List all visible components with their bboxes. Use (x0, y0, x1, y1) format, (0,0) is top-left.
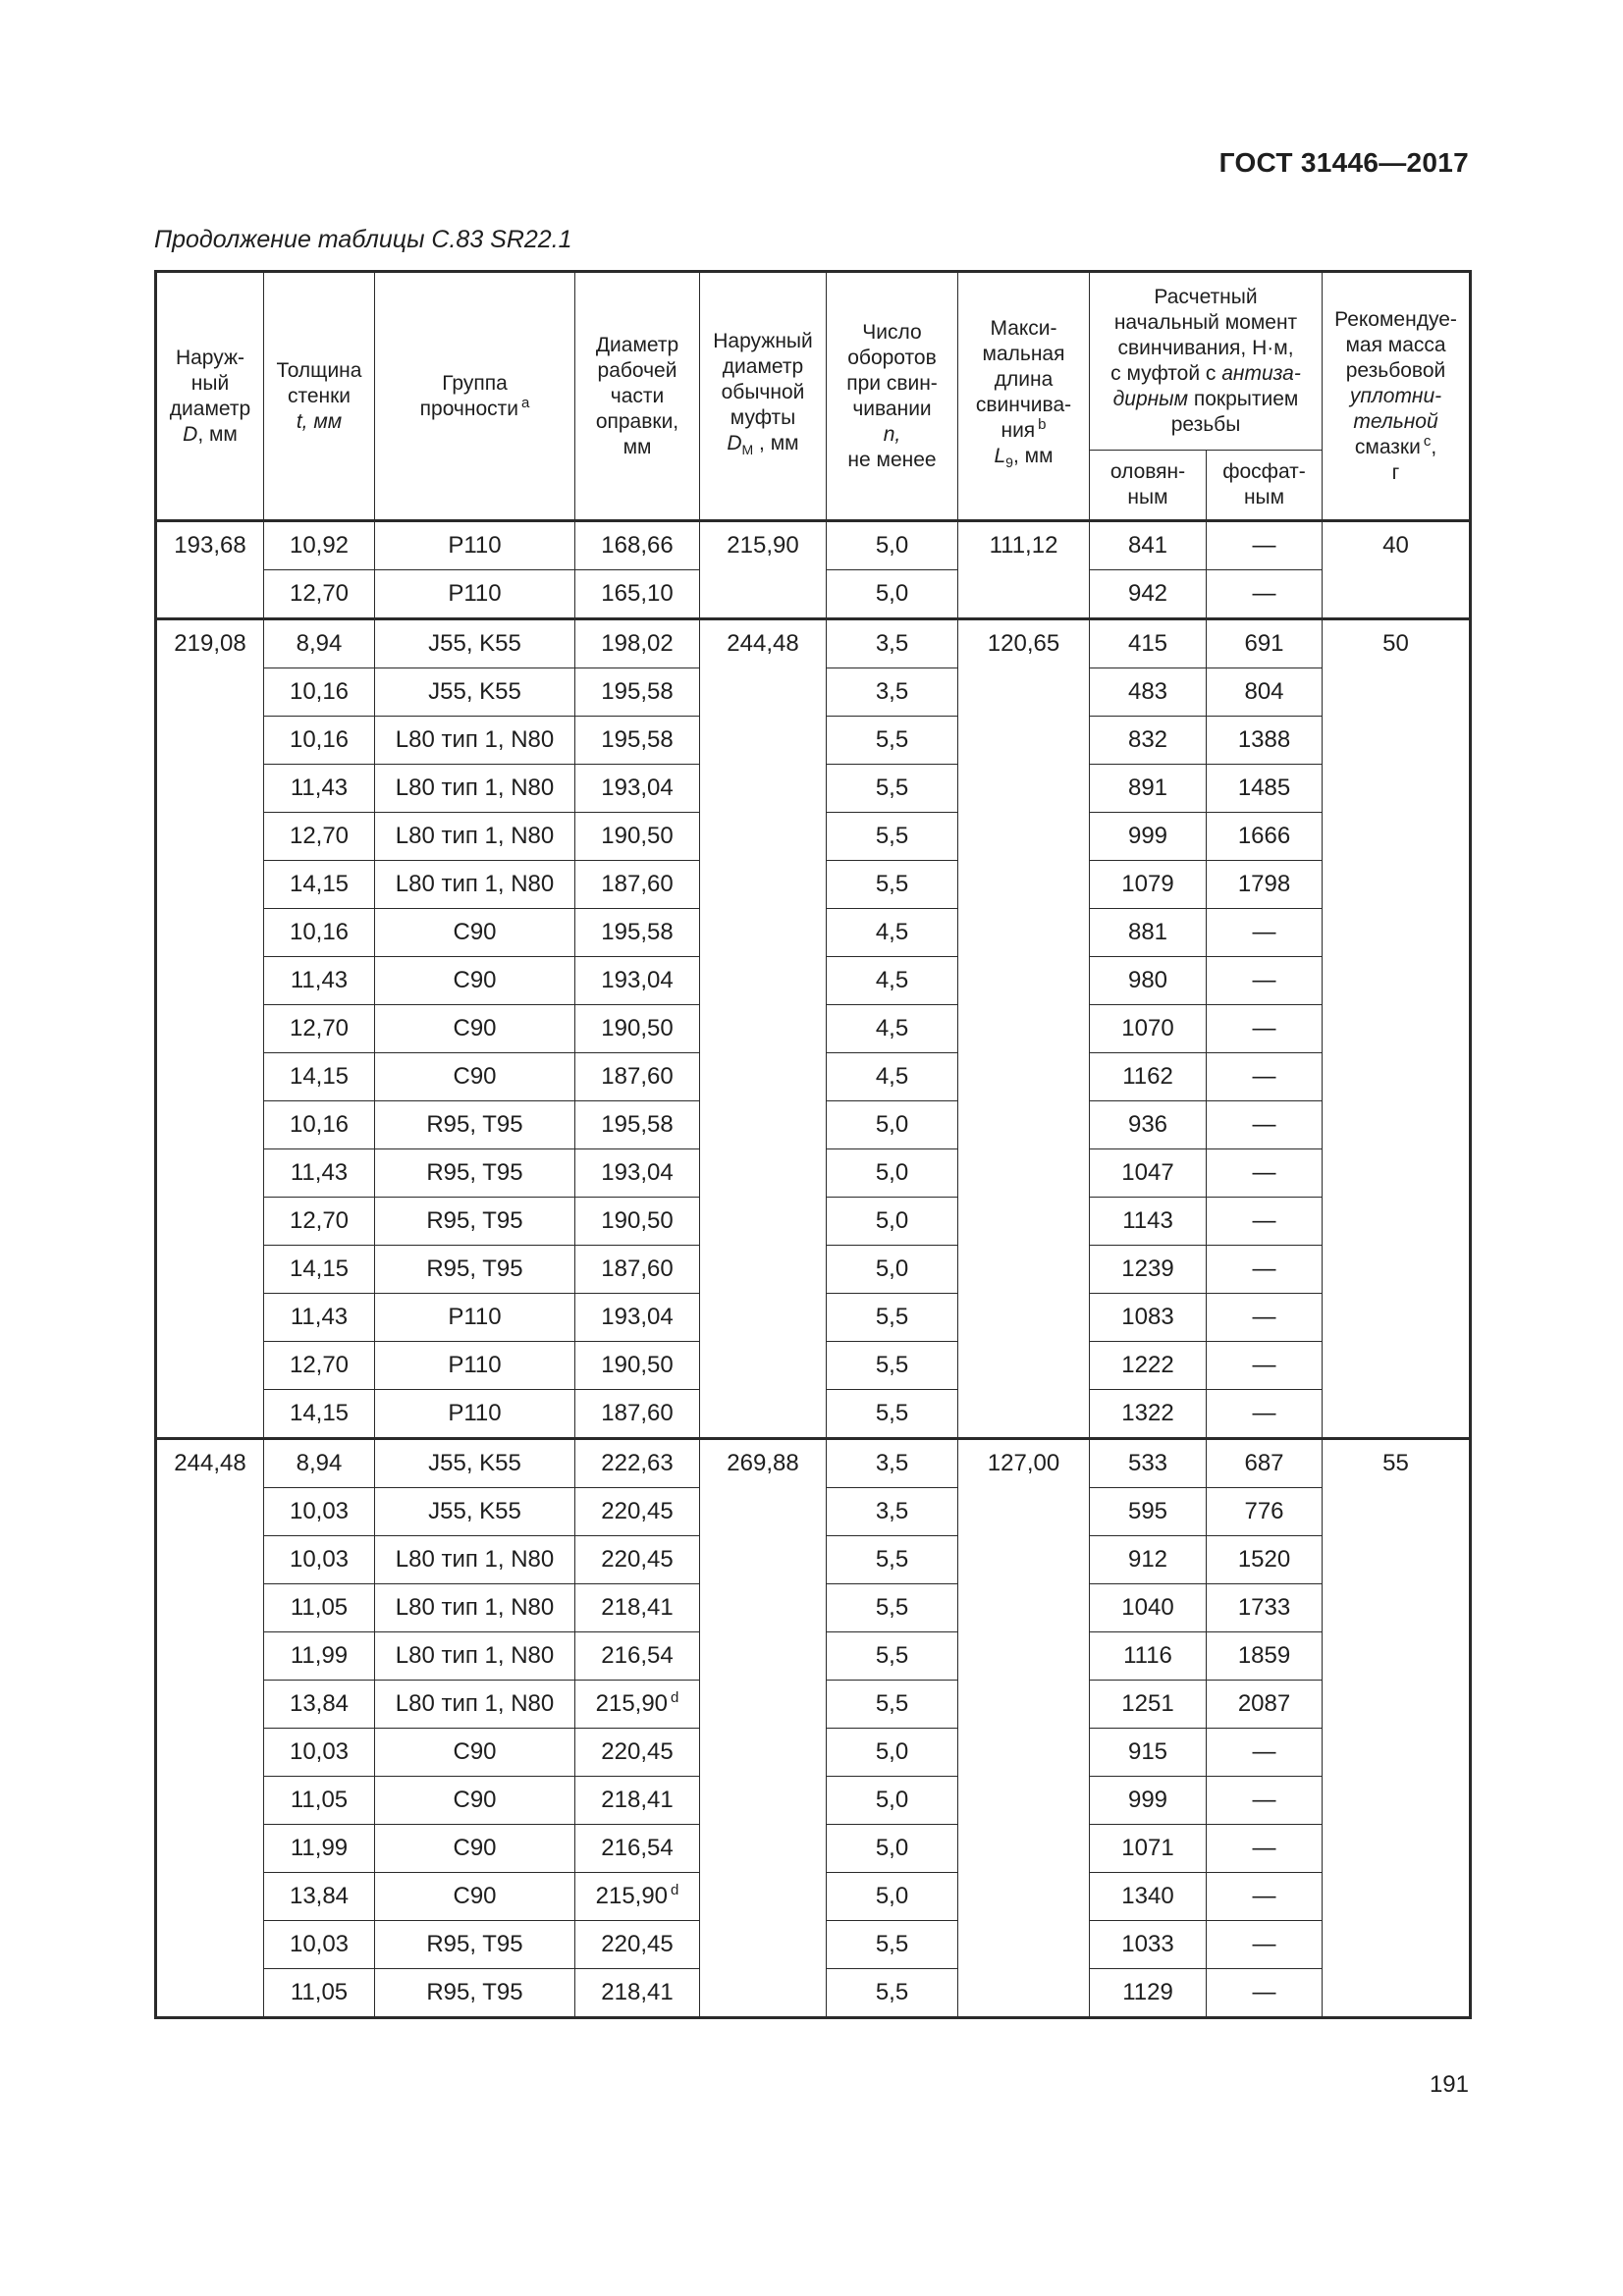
cell-torque-tin: 1047 (1090, 1149, 1207, 1198)
cell-strength-grade: C90 (375, 1777, 575, 1825)
mandrel-diameter-value: 195,58 (601, 1111, 674, 1138)
cell-torque-tin: 1129 (1090, 1969, 1207, 2018)
cell-torque-phosphate: — (1207, 1342, 1323, 1390)
cell-turns: 5,0 (827, 1873, 958, 1921)
mandrel-diameter-value: 187,60 (601, 1255, 674, 1282)
cell-turns: 3,5 (827, 668, 958, 717)
cell-coupling-diameter: 269,88 (700, 1439, 827, 2018)
cell-mandrel-diameter (575, 1681, 700, 1729)
header-max-length: Макси- мальная длина свинчива- ния $^b$ $L_9$, мм (958, 272, 1090, 521)
cell-wall-thickness: 14,15 (264, 1390, 375, 1439)
cell-torque-tin: 841 (1090, 521, 1207, 570)
cell-mandrel-diameter (575, 1439, 700, 1488)
table-header (156, 272, 1471, 521)
cell-wall-thickness: 12,70 (264, 1342, 375, 1390)
mandrel-diameter-value: 216,54 (601, 1835, 674, 1861)
cell-strength-grade: L80 тип 1, N80 (375, 765, 575, 813)
cell-wall-thickness: 11,43 (264, 765, 375, 813)
cell-torque-tin: 999 (1090, 1777, 1207, 1825)
mandrel-diameter-value: 195,58 (601, 726, 674, 753)
cell-torque-phosphate: — (1207, 1101, 1323, 1149)
cell-strength-grade: L80 тип 1, N80 (375, 1681, 575, 1729)
cell-torque-tin: 936 (1090, 1101, 1207, 1149)
table-caption: Продолжение таблицы С.83 SR22.1 (154, 226, 572, 253)
cell-torque-phosphate: 1798 (1207, 861, 1323, 909)
cell-torque-tin: 999 (1090, 813, 1207, 861)
cell-torque-phosphate: 804 (1207, 668, 1323, 717)
cell-wall-thickness: 12,70 (264, 813, 375, 861)
cell-mandrel-diameter (575, 668, 700, 717)
cell-torque-phosphate: 1388 (1207, 717, 1323, 765)
cell-wall-thickness: 11,05 (264, 1584, 375, 1632)
cell-wall-thickness: 11,99 (264, 1825, 375, 1873)
mandrel-diameter-value: 216,54 (601, 1642, 674, 1669)
cell-turns: 5,5 (827, 1536, 958, 1584)
cell-turns: 5,5 (827, 1390, 958, 1439)
cell-turns: 5,5 (827, 765, 958, 813)
cell-wall-thickness: 14,15 (264, 1246, 375, 1294)
cell-mandrel-diameter (575, 765, 700, 813)
cell-max-length: 111,12 (958, 521, 1090, 619)
table-group (156, 619, 1471, 1439)
cell-torque-tin: 415 (1090, 619, 1207, 668)
cell-wall-thickness: 13,84 (264, 1873, 375, 1921)
cell-torque-phosphate: — (1207, 1921, 1323, 1969)
cell-torque-tin: 1079 (1090, 861, 1207, 909)
cell-mandrel-diameter (575, 619, 700, 668)
cell-torque-phosphate: 1520 (1207, 1536, 1323, 1584)
cell-strength-grade: R95, T95 (375, 1969, 575, 2018)
cell-outer-diameter: 193,68 (156, 521, 264, 619)
mandrel-diameter-value: 193,04 (601, 967, 674, 993)
cell-turns: 5,5 (827, 1584, 958, 1632)
cell-turns: 5,5 (827, 861, 958, 909)
header-wall-thickness: Толщина стенки t, мм (264, 272, 375, 521)
cell-mandrel-diameter (575, 1825, 700, 1873)
cell-turns: 3,5 (827, 1439, 958, 1488)
cell-wall-thickness: 10,03 (264, 1488, 375, 1536)
cell-turns: 4,5 (827, 1053, 958, 1101)
cell-torque-phosphate: — (1207, 1873, 1323, 1921)
cell-torque-tin: 595 (1090, 1488, 1207, 1536)
cell-torque-phosphate: — (1207, 957, 1323, 1005)
header-torque-tin: оловян- ным (1090, 451, 1207, 521)
mandrel-diameter-value: 215,90 (595, 1690, 669, 1717)
cell-turns: 5,5 (827, 813, 958, 861)
cell-strength-grade: C90 (375, 1873, 575, 1921)
cell-torque-tin: 1071 (1090, 1825, 1207, 1873)
cell-torque-tin: 891 (1090, 765, 1207, 813)
header-outer-diameter: Наруж- ный диаметр D, мм (156, 272, 264, 521)
cell-turns: 5,0 (827, 1777, 958, 1825)
cell-torque-phosphate: — (1207, 1149, 1323, 1198)
cell-torque-phosphate: — (1207, 1390, 1323, 1439)
cell-mandrel-diameter (575, 1390, 700, 1439)
cell-outer-diameter: 244,48 (156, 1439, 264, 2018)
cell-grease-mass: 50 (1323, 619, 1471, 1439)
mandrel-diameter-value: 218,41 (601, 1594, 674, 1621)
mandrel-diameter-value: 190,50 (601, 823, 674, 849)
table-group (156, 521, 1471, 619)
cell-torque-phosphate: 1733 (1207, 1584, 1323, 1632)
cell-torque-tin: 533 (1090, 1439, 1207, 1488)
cell-wall-thickness: 10,16 (264, 1101, 375, 1149)
cell-torque-tin: 912 (1090, 1536, 1207, 1584)
cell-mandrel-diameter (575, 1294, 700, 1342)
cell-turns: 5,0 (827, 1149, 958, 1198)
cell-coupling-diameter: 244,48 (700, 619, 827, 1439)
cell-torque-tin: 1083 (1090, 1294, 1207, 1342)
cell-wall-thickness: 10,03 (264, 1921, 375, 1969)
cell-strength-grade: L80 тип 1, N80 (375, 1632, 575, 1681)
cell-mandrel-diameter (575, 1198, 700, 1246)
mandrel-diameter-value: 220,45 (601, 1498, 674, 1524)
cell-wall-thickness: 10,92 (264, 521, 375, 570)
cell-turns: 5,0 (827, 1729, 958, 1777)
cell-mandrel-diameter (575, 1488, 700, 1536)
cell-torque-phosphate: — (1207, 1198, 1323, 1246)
cell-turns: 5,5 (827, 717, 958, 765)
cell-mandrel-diameter (575, 570, 700, 619)
mandrel-diameter-value: 195,58 (601, 919, 674, 945)
cell-grease-mass: 55 (1323, 1439, 1471, 2018)
cell-wall-thickness: 11,05 (264, 1969, 375, 2018)
footnote-mark: d (671, 1882, 679, 1898)
header-grease-mass: Рекомендуе- мая масса резьбовой уплотни- тельной смазки $^c$, г (1323, 272, 1471, 521)
mandrel-diameter-value: 195,58 (601, 678, 674, 705)
cell-torque-phosphate: — (1207, 1969, 1323, 2018)
header-torque-phosphate: фосфат- ным (1207, 451, 1323, 521)
cell-torque-tin: 1162 (1090, 1053, 1207, 1101)
cell-max-length: 120,65 (958, 619, 1090, 1439)
cell-torque-phosphate: — (1207, 1825, 1323, 1873)
cell-turns: 5,0 (827, 1198, 958, 1246)
header-coupling-diameter: Наружный диаметр обычной муфты $D_М$ , мм (700, 272, 827, 521)
cell-turns: 5,5 (827, 1632, 958, 1681)
cell-torque-tin: 832 (1090, 717, 1207, 765)
cell-torque-phosphate: 1666 (1207, 813, 1323, 861)
cell-torque-phosphate: — (1207, 570, 1323, 619)
table-row (156, 521, 1471, 570)
cell-torque-tin: 1070 (1090, 1005, 1207, 1053)
cell-strength-grade: J55, K55 (375, 619, 575, 668)
cell-turns: 5,5 (827, 1294, 958, 1342)
mandrel-diameter-value: 215,90 (595, 1883, 669, 1909)
mandrel-diameter-value: 218,41 (601, 1787, 674, 1813)
mandrel-diameter-value: 190,50 (601, 1207, 674, 1234)
cell-strength-grade: C90 (375, 1053, 575, 1101)
cell-strength-grade: L80 тип 1, N80 (375, 813, 575, 861)
cell-torque-tin: 1322 (1090, 1390, 1207, 1439)
cell-turns: 5,0 (827, 521, 958, 570)
cell-torque-phosphate: 2087 (1207, 1681, 1323, 1729)
cell-wall-thickness: 13,84 (264, 1681, 375, 1729)
cell-mandrel-diameter (575, 1969, 700, 2018)
cell-turns: 5,5 (827, 1921, 958, 1969)
cell-grease-mass: 40 (1323, 521, 1471, 619)
cell-mandrel-diameter (575, 1101, 700, 1149)
cell-turns: 5,0 (827, 1246, 958, 1294)
cell-mandrel-diameter (575, 1729, 700, 1777)
cell-torque-tin: 483 (1090, 668, 1207, 717)
mandrel-diameter-value: 168,66 (601, 532, 674, 559)
mandrel-diameter-value: 190,50 (601, 1015, 674, 1041)
mandrel-diameter-value: 193,04 (601, 1304, 674, 1330)
cell-mandrel-diameter (575, 1536, 700, 1584)
cell-mandrel-diameter (575, 909, 700, 957)
cell-torque-tin: 881 (1090, 909, 1207, 957)
cell-turns: 5,0 (827, 570, 958, 619)
cell-strength-grade: P110 (375, 1342, 575, 1390)
cell-torque-tin: 1340 (1090, 1873, 1207, 1921)
cell-torque-tin: 1222 (1090, 1342, 1207, 1390)
cell-strength-grade: R95, T95 (375, 1246, 575, 1294)
mandrel-diameter-value: 218,41 (601, 1979, 674, 2005)
cell-outer-diameter: 219,08 (156, 619, 264, 1439)
cell-strength-grade: C90 (375, 1825, 575, 1873)
cell-strength-grade: L80 тип 1, N80 (375, 1584, 575, 1632)
cell-coupling-diameter: 215,90 (700, 521, 827, 619)
cell-strength-grade: P110 (375, 521, 575, 570)
mandrel-diameter-value: 220,45 (601, 1738, 674, 1765)
cell-wall-thickness: 11,43 (264, 1294, 375, 1342)
cell-strength-grade: R95, T95 (375, 1149, 575, 1198)
mandrel-diameter-value: 222,63 (601, 1450, 674, 1476)
cell-wall-thickness: 10,03 (264, 1536, 375, 1584)
cell-mandrel-diameter (575, 1777, 700, 1825)
cell-strength-grade: R95, T95 (375, 1921, 575, 1969)
cell-torque-phosphate: — (1207, 521, 1323, 570)
cell-wall-thickness: 11,05 (264, 1777, 375, 1825)
header-torque: Расчетный начальный момент свинчивания, Н·м, с муфтой с антиза- дирным покрытием резьбы (1090, 272, 1323, 451)
mandrel-diameter-value: 187,60 (601, 1400, 674, 1426)
cell-wall-thickness: 10,03 (264, 1729, 375, 1777)
header-strength-grade: Группа прочности $^a$ (375, 272, 575, 521)
mandrel-diameter-value: 220,45 (601, 1546, 674, 1573)
mandrel-diameter-value: 220,45 (601, 1931, 674, 1957)
cell-torque-phosphate: — (1207, 1777, 1323, 1825)
cell-wall-thickness: 14,15 (264, 1053, 375, 1101)
cell-torque-phosphate: — (1207, 1294, 1323, 1342)
cell-turns: 5,0 (827, 1101, 958, 1149)
cell-strength-grade: R95, T95 (375, 1101, 575, 1149)
cell-strength-grade: C90 (375, 1729, 575, 1777)
mandrel-diameter-value: 187,60 (601, 1063, 674, 1090)
cell-strength-grade: J55, K55 (375, 1488, 575, 1536)
cell-mandrel-diameter (575, 1632, 700, 1681)
cell-mandrel-diameter (575, 1053, 700, 1101)
data-table (154, 270, 1472, 2019)
cell-wall-thickness: 11,43 (264, 1149, 375, 1198)
mandrel-diameter-value: 190,50 (601, 1352, 674, 1378)
cell-strength-grade: L80 тип 1, N80 (375, 861, 575, 909)
cell-turns: 5,5 (827, 1342, 958, 1390)
cell-torque-phosphate: 776 (1207, 1488, 1323, 1536)
cell-torque-phosphate: — (1207, 909, 1323, 957)
cell-mandrel-diameter (575, 521, 700, 570)
cell-strength-grade: P110 (375, 1390, 575, 1439)
cell-mandrel-diameter (575, 1921, 700, 1969)
cell-turns: 4,5 (827, 957, 958, 1005)
cell-torque-tin: 915 (1090, 1729, 1207, 1777)
cell-mandrel-diameter (575, 957, 700, 1005)
cell-strength-grade: J55, K55 (375, 1439, 575, 1488)
cell-turns: 5,0 (827, 1825, 958, 1873)
table-row (156, 619, 1471, 668)
mandrel-diameter-value: 193,04 (601, 1159, 674, 1186)
cell-torque-tin: 1239 (1090, 1246, 1207, 1294)
cell-torque-phosphate: — (1207, 1729, 1323, 1777)
cell-torque-tin: 980 (1090, 957, 1207, 1005)
table-group (156, 1439, 1471, 2018)
cell-mandrel-diameter (575, 1873, 700, 1921)
table-row (156, 1439, 1471, 1488)
cell-wall-thickness: 10,16 (264, 909, 375, 957)
footnote-mark: d (671, 1689, 679, 1706)
cell-wall-thickness: 12,70 (264, 1005, 375, 1053)
cell-turns: 5,5 (827, 1681, 958, 1729)
cell-strength-grade: L80 тип 1, N80 (375, 717, 575, 765)
cell-strength-grade: P110 (375, 1294, 575, 1342)
mandrel-diameter-value: 187,60 (601, 871, 674, 897)
cell-torque-phosphate: 691 (1207, 619, 1323, 668)
cell-turns: 3,5 (827, 1488, 958, 1536)
cell-torque-tin: 1143 (1090, 1198, 1207, 1246)
cell-wall-thickness: 10,16 (264, 717, 375, 765)
cell-wall-thickness: 12,70 (264, 570, 375, 619)
cell-turns: 5,5 (827, 1969, 958, 2018)
cell-torque-phosphate: 687 (1207, 1439, 1323, 1488)
cell-mandrel-diameter (575, 1584, 700, 1632)
cell-max-length: 127,00 (958, 1439, 1090, 2018)
cell-torque-tin: 1116 (1090, 1632, 1207, 1681)
cell-turns: 4,5 (827, 909, 958, 957)
cell-wall-thickness: 11,99 (264, 1632, 375, 1681)
cell-mandrel-diameter (575, 1005, 700, 1053)
cell-strength-grade: C90 (375, 1005, 575, 1053)
cell-strength-grade: J55, K55 (375, 668, 575, 717)
cell-torque-tin: 1033 (1090, 1921, 1207, 1969)
header-turns: Число оборотов при свин- чивании n, не менее (827, 272, 958, 521)
cell-wall-thickness: 10,16 (264, 668, 375, 717)
cell-torque-phosphate: — (1207, 1246, 1323, 1294)
cell-torque-tin: 1040 (1090, 1584, 1207, 1632)
cell-mandrel-diameter (575, 1246, 700, 1294)
header-mandrel-diameter: Диаметр рабочей части оправки, мм (575, 272, 700, 521)
cell-mandrel-diameter (575, 717, 700, 765)
cell-mandrel-diameter (575, 1342, 700, 1390)
cell-wall-thickness: 8,94 (264, 1439, 375, 1488)
cell-wall-thickness: 8,94 (264, 619, 375, 668)
document-id: ГОСТ 31446—2017 (1218, 147, 1469, 178)
cell-mandrel-diameter (575, 813, 700, 861)
mandrel-diameter-value: 198,02 (601, 630, 674, 657)
cell-torque-phosphate: 1485 (1207, 765, 1323, 813)
cell-mandrel-diameter (575, 861, 700, 909)
mandrel-diameter-value: 165,10 (601, 580, 674, 607)
cell-mandrel-diameter (575, 1149, 700, 1198)
cell-torque-phosphate: 1859 (1207, 1632, 1323, 1681)
cell-wall-thickness: 14,15 (264, 861, 375, 909)
cell-turns: 3,5 (827, 619, 958, 668)
cell-torque-tin: 1251 (1090, 1681, 1207, 1729)
cell-wall-thickness: 11,43 (264, 957, 375, 1005)
cell-torque-phosphate: — (1207, 1005, 1323, 1053)
cell-torque-tin: 942 (1090, 570, 1207, 619)
cell-strength-grade: P110 (375, 570, 575, 619)
cell-wall-thickness: 12,70 (264, 1198, 375, 1246)
cell-torque-phosphate: — (1207, 1053, 1323, 1101)
cell-strength-grade: C90 (375, 957, 575, 1005)
cell-strength-grade: R95, T95 (375, 1198, 575, 1246)
cell-strength-grade: C90 (375, 909, 575, 957)
mandrel-diameter-value: 193,04 (601, 774, 674, 801)
cell-turns: 4,5 (827, 1005, 958, 1053)
cell-strength-grade: L80 тип 1, N80 (375, 1536, 575, 1584)
page-number: 191 (1429, 2071, 1469, 2098)
